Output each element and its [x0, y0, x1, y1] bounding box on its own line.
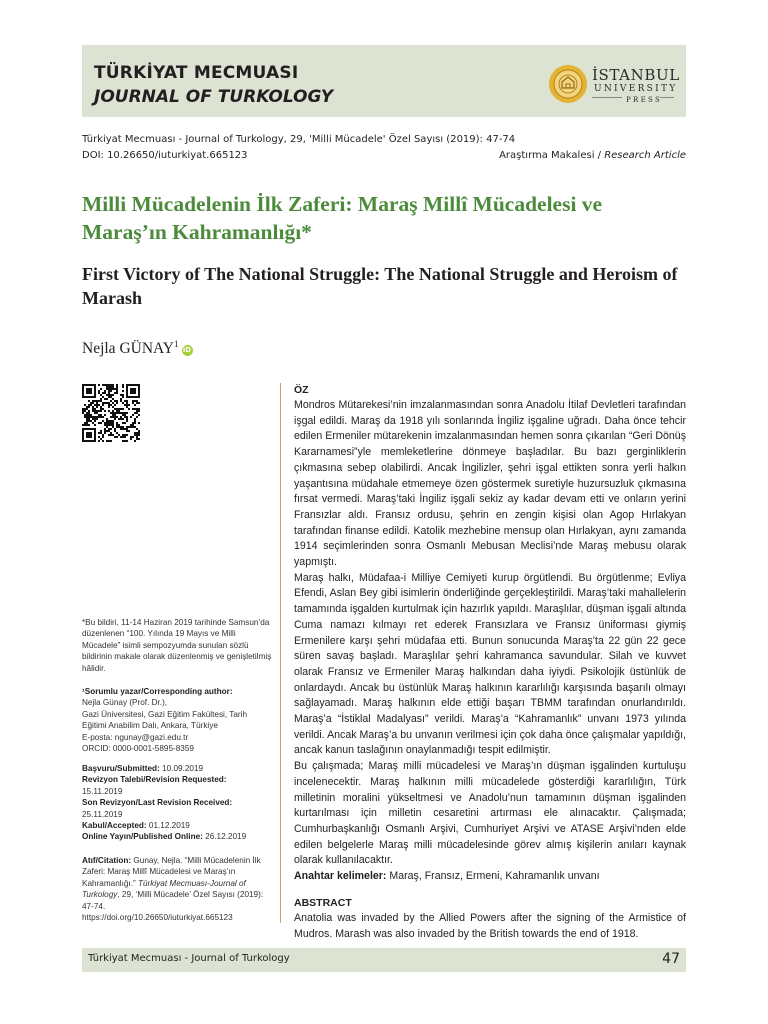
qr-code-icon[interactable]: [82, 384, 140, 442]
doi-link[interactable]: DOI: 10.26650/iuturkiyat.665123: [82, 150, 248, 161]
submitted-date: 10.09.2019: [159, 764, 204, 773]
citation-label: Atıf/Citation:: [82, 856, 132, 865]
article-type: [499, 150, 686, 161]
corr-email[interactable]: E-posta: ngunay@gazi.edu.tr: [82, 732, 189, 742]
abstract-en-heading: ABSTRACT: [294, 896, 352, 909]
logo-press-text: PRESS: [626, 96, 663, 104]
corresponding-author-block: [82, 686, 272, 754]
revision-requested-label: Revizyon Talebi/Revision Requested:: [82, 775, 227, 785]
journal-name-en: JOURNAL OF TURKOLOGY: [94, 87, 334, 107]
dates-block: [82, 763, 272, 843]
author-name: Nejla GÜNAY: [82, 340, 174, 358]
citation-rest: , 29, ‘Milli Mücadele’ Özel Sayısı (2019): 47-74.: [82, 890, 264, 911]
last-revision-date: 25.11.2019: [82, 809, 123, 819]
abstract-tr-paragraph: Mondros Mütarekesi’nin imzalanmasından sonra Anadolu İtilaf Devletleri tarafından işgal edildi. Maraş da 1918 yılı sonlarında İngiliz işgaline uğradı. Daha önce tehcir edilen Ermeniler mütarekenin imzalanmasından hemen sonra çıkarılan “Geri Dönüş Kararnamesi”yle memleketlerine dönmeye başladılar. Bu bazı gerginliklerin çıkmasına sebep olabilirdi. Ancak İngilizler, şehri işgal ettikten sonra yerli halkın yaşantısına müdahale etmemeye özen göstermek suretiyle huzursuzluk çıkmasına fırsat vermedi. Maraş’taki İngiliz işgali sekiz ay kadar devam etti ve onların yerini Fransızlar aldı. Fransız ordusu, şehrin en zengin kişisi olan Agop Hırlakyan tarafından finanse edildi. Katolik mezhebine mensup olan Hırlakyan, aynı zamanda 1914 seçimlerinden sonra Osmanlı Mebusan Meclisi’nde Maraş mebusu olarak yapmıştı.: [294, 399, 686, 569]
orcid-icon[interactable]: iD: [182, 346, 192, 355]
istanbul-university-press-logo[interactable]: [548, 60, 680, 110]
last-revision-label: Son Revizyon/Last Revision Received:: [82, 798, 233, 808]
published-online-label: Online Yayın/Published Online:: [82, 832, 203, 842]
keywords-list: Maraş, Fransız, Ermeni, Kahramanlık unvanı: [386, 870, 600, 883]
page-number: 47: [662, 951, 680, 967]
corr-line: Nejla Günay (Prof. Dr.),: [82, 698, 168, 708]
abstract-column: [294, 383, 686, 942]
journal-name-tr: TÜRKİYAT MECMUASI: [94, 63, 299, 83]
accepted-date: 01.12.2019: [146, 821, 190, 831]
citation-journal: Türkiyat Mecmuası-Journal of Turkology: [82, 878, 246, 900]
corresponding-author-label: ¹Sorumlu yazar/Corresponding author:: [82, 687, 233, 696]
title-turkish: Milli Mücadelenin İlk Zaferi: Maraş Millî Mücadelesi ve Maraş’ın Kahramanlığı*: [82, 192, 603, 244]
footer-journal-name: Türkiyat Mecmuası - Journal of Turkology: [88, 953, 290, 964]
abstract-tr-paragraph: Maraş halkı, Müdafaa-i Milliye Cemiyeti kurup örgütlendi. Bu örgütlenme; Evliya Efendi, Aslan Bey gibi isimlerin önderliğinde gerçekleştirildi. Maraş’taki mahallelerin tamamında işgalden kurtulmak için hazırlık yapıldı. Maraşlılar, düşman işgali altında Cuma namazı kılmayı ret ederek Fransızlara ve Fransız üniforması giymiş Ermenilere karşı şehri müdafaa etti. Bunun sonucunda Maraş’ta 22 gün 22 gece süren savaş başladı. Maraşlılar şehri kahramanca savundular. Silah ve kuvvet olarak Fransız ve Ermeniler Maraş halkından daha iyiydi. Psikolojik üstünlük de onlardaydı. Ancak bu üstünlük Maraş halkının kararlılığı karşısında başarılı olmayı sağlayamadı. Maraş halkının elde ettiği başarı TBMM tarafından onurlandırıldı. Maraş’a “İstiklal Madalyası” verildi. Maraş’a “Kahramanlık” unvanı 1973 yılında verildi. Ancak Maraş’a bu unvanın verilmesi için çok daha önce çalışmalar yapıldığı, ancak kanun taslağının onaylanmadığı tespit edilmiştir.: [294, 571, 686, 757]
title-english: First Victory of The National Struggle: The National Struggle and Heroism of Marash: [82, 264, 678, 308]
author-line: [82, 339, 193, 358]
istanbul-university-seal-icon: [548, 64, 588, 104]
author-footnote-mark: 1: [174, 339, 179, 349]
revision-requested-date: 15.11.2019: [82, 786, 123, 796]
logo-rule-left: [592, 97, 622, 98]
article-type-tr: Araştırma Makalesi /: [499, 150, 605, 161]
keywords-label: Anahtar kelimeler:: [294, 870, 387, 883]
corr-orcid[interactable]: ORCID: 0000-0001-5895-8359: [82, 744, 194, 754]
logo-rule-right: [660, 97, 674, 98]
submitted-label: Başvuru/Submitted:: [82, 764, 160, 773]
citation-block: [82, 855, 272, 923]
citation-text: Gunay, Nejla. “Milli Mücadelenin İlk Zaferi: Maraş Millî Mücadelesi ve Maraş’ın Kahramanlığı.”: [82, 856, 261, 888]
abstract-tr-paragraph: Bu çalışmada; Maraş milli mücadelesi ve Maraş’ın düşman işgalinden kurtuluşu incelenecektir. Maraş halkının milli mücadelede gösterdiği kararlılığın, Türk milletinin moralini yükseltmesi ve Anadolu’nun tamamının düşman işgalinden kurtarılması için milletin cesaretini artırması ele alınacaktır. Çalışmada; Cumhurbaşkanlığı Osmanlı Arşivi, Cumhuriyet Arşivi ve ATASE Arşivi’nden elde edilen belgelerle Maraş milli mücadelesinde görev almış kişilerin anıları kaynak olarak kullanılacaktır.: [294, 760, 686, 867]
article-type-en: Research Article: [604, 150, 686, 161]
abstract-tr-heading: ÖZ: [294, 384, 309, 396]
published-online-date: 26.12.2019: [202, 832, 247, 842]
abstract-en-paragraph: Anatolia was invaded by the Allied Powers after the signing of the Armistice of Mudros. Marash was also invaded by the British towards the end of 1918.: [294, 911, 686, 940]
citation-url[interactable]: https://doi.org/10.26650/iuturkiyat.665123: [82, 913, 233, 923]
logo-istanbul-text: İSTANBUL: [592, 66, 680, 84]
citation-line: Türkiyat Mecmuası - Journal of Turkology, 29, 'Milli Mücadele' Özel Sayısı (2019): 47-74: [82, 134, 516, 145]
keywords-tr: [294, 869, 686, 885]
logo-university-text: UNIVERSITY: [594, 84, 678, 94]
corr-line: Gazi Üniversitesi, Gazi Eğitim Fakültesi, Tarih Eğitimi Anabilim Dalı, Ankara, Türkiye: [82, 709, 248, 731]
accepted-label: Kabul/Accepted:: [82, 821, 147, 831]
column-divider: [280, 383, 281, 923]
footnote: *Bu bildiri, 11-14 Haziran 2019 tarihinde Samsun’da düzenlenen “100. Yılında 19 Mayıs ve Milli Mücadele” isimli sempozyumda sunulan sözlü bildirinin makale olarak düzenlenmiş ve genişletilmiş hâlidir.: [82, 618, 272, 673]
